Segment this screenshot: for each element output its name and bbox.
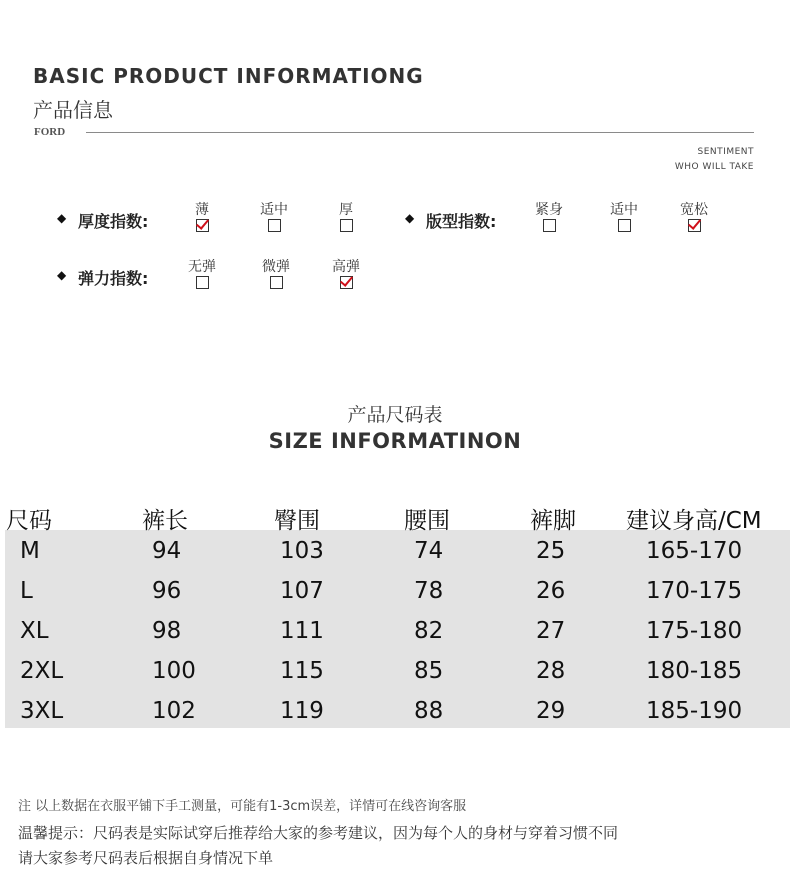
- thickness-index-label: 厚度指数:: [78, 212, 149, 231]
- checkbox-icon[interactable]: [270, 276, 283, 289]
- table-cell: 82: [414, 618, 444, 644]
- checkbox-checked-icon[interactable]: [340, 276, 353, 289]
- table-cell: 185-190: [646, 698, 743, 724]
- thickness-option-thick[interactable]: [326, 203, 366, 236]
- table-cell: 78: [414, 578, 444, 604]
- table-header-hem: 裤脚: [530, 508, 576, 534]
- option-label: 宽松: [680, 202, 708, 218]
- checkbox-icon[interactable]: [340, 219, 353, 232]
- option-label: 适中: [260, 202, 288, 218]
- table-cell: 96: [152, 578, 182, 604]
- table-cell: 74: [414, 538, 444, 564]
- table-cell-size: L: [20, 578, 33, 604]
- table-cell: 29: [536, 698, 566, 724]
- table-cell: 98: [152, 618, 182, 644]
- option-label: 微弹: [262, 259, 290, 275]
- option-label: 无弹: [188, 259, 216, 275]
- tip-line-2: 请大家参考尺码表后根据自身情况下单: [18, 849, 274, 867]
- table-cell: 165-170: [646, 538, 743, 564]
- table-cell-size: M: [20, 538, 40, 564]
- tip-line-1: 温馨提示：尺码表是实际试穿后推荐给大家的参考建议，因为每个人的身材与穿着习惯不同: [18, 824, 619, 842]
- bullet-diamond-icon: ◆: [57, 268, 67, 282]
- elasticity-option-slight[interactable]: [256, 260, 296, 293]
- elasticity-option-high[interactable]: [326, 260, 366, 293]
- table-header-length: 裤长: [142, 508, 188, 534]
- fit-option-regular[interactable]: [604, 203, 644, 236]
- tagline-line-2: WHO WILL TAKE: [674, 162, 754, 172]
- table-cell: 88: [414, 698, 444, 724]
- table-cell: 28: [536, 658, 566, 684]
- table-header-height: 建议身高/CM: [626, 508, 762, 534]
- thickness-option-thin[interactable]: [182, 203, 222, 236]
- table-cell: 100: [152, 658, 196, 684]
- measurement-note: 注 以上数据在衣服平铺下手工测量，可能有1-3cm误差，详情可在线咨询客服: [18, 799, 467, 814]
- checkbox-checked-icon[interactable]: [196, 219, 209, 232]
- table-cell: 107: [280, 578, 324, 604]
- table-header-hip: 臀围: [274, 508, 320, 534]
- fit-option-slim[interactable]: [529, 203, 569, 236]
- tagline-line-1: SENTIMENT: [697, 147, 754, 157]
- table-cell: 26: [536, 578, 566, 604]
- table-cell-size: XL: [20, 618, 49, 644]
- table-header-waist: 腰围: [404, 508, 450, 534]
- fit-index-label: 版型指数:: [426, 212, 497, 231]
- table-header-size: 尺码: [6, 508, 52, 534]
- table-cell-size: 2XL: [20, 658, 64, 684]
- option-label: 厚: [339, 202, 353, 218]
- table-cell: 27: [536, 618, 566, 644]
- table-cell: 94: [152, 538, 182, 564]
- brand-label: FORD: [34, 126, 66, 138]
- page-title-en: BASIC PRODUCT INFORMATIONG: [33, 64, 424, 88]
- table-cell-size: 3XL: [20, 698, 64, 724]
- checkbox-checked-icon[interactable]: [688, 219, 701, 232]
- option-label: 紧身: [535, 202, 563, 218]
- checkbox-icon[interactable]: [618, 219, 631, 232]
- option-label: 适中: [610, 202, 638, 218]
- page-title-cn: 产品信息: [33, 98, 113, 122]
- table-cell: 170-175: [646, 578, 743, 604]
- table-cell: 175-180: [646, 618, 743, 644]
- table-cell: 115: [280, 658, 324, 684]
- table-cell: 103: [280, 538, 324, 564]
- size-title-cn: 产品尺码表: [347, 404, 443, 426]
- fit-option-loose[interactable]: [674, 203, 714, 236]
- option-label: 薄: [195, 202, 209, 218]
- bullet-diamond-icon: ◆: [57, 211, 67, 225]
- thickness-option-medium[interactable]: [254, 203, 294, 236]
- table-cell: 180-185: [646, 658, 743, 684]
- table-cell: 102: [152, 698, 196, 724]
- table-cell: 85: [414, 658, 444, 684]
- table-cell: 25: [536, 538, 566, 564]
- elasticity-option-none[interactable]: [182, 260, 222, 293]
- checkbox-icon[interactable]: [543, 219, 556, 232]
- header-divider: [86, 132, 754, 133]
- elasticity-index-label: 弹力指数:: [78, 269, 149, 288]
- table-cell: 119: [280, 698, 324, 724]
- checkbox-icon[interactable]: [196, 276, 209, 289]
- option-label: 高弹: [332, 259, 360, 275]
- checkbox-icon[interactable]: [268, 219, 281, 232]
- size-title-en: SIZE INFORMATINON: [268, 429, 522, 453]
- bullet-diamond-icon: ◆: [405, 211, 415, 225]
- table-cell: 111: [280, 618, 324, 644]
